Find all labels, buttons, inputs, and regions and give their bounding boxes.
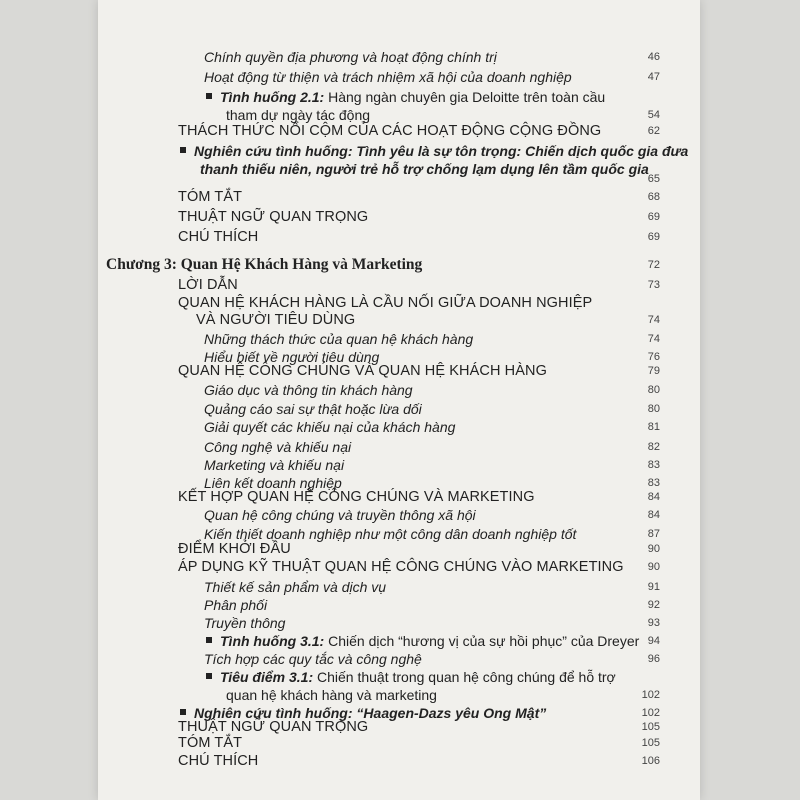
toc-page-number: 73 <box>647 279 660 291</box>
toc-page-number: 84 <box>647 491 660 503</box>
toc-entry-title: THUẬT NGỮ QUAN TRỌNG <box>178 719 369 735</box>
toc-entry-title: VÀ NGƯỜI TIÊU DÙNG <box>196 312 356 328</box>
bullet-icon <box>180 709 186 715</box>
toc-page-number: 105 <box>641 721 660 733</box>
toc-entry-title: CHÚ THÍCH <box>178 753 259 769</box>
toc-page-number: 83 <box>647 477 660 489</box>
toc-entry-title: Truyền thông <box>204 615 286 631</box>
toc-entry-title: Giáo dục và thông tin khách hàng <box>204 382 413 398</box>
toc-entry-title: Quảng cáo sai sự thật hoặc lừa dối <box>204 401 422 417</box>
toc-entry-label: Tiêu điểm 3.1: <box>220 669 314 685</box>
toc-entry-label: Nghiên cứu tình huống: <box>194 143 353 159</box>
toc-page-number: 80 <box>647 384 660 396</box>
toc-entry-title: LỜI DẪN <box>178 277 238 293</box>
toc-entry-text: Chiến thuật trong quan hệ công chúng để hỗ trợ <box>313 669 616 685</box>
toc-entry-label: Tình huống 3.1: <box>220 633 325 649</box>
toc-entry-title <box>206 88 605 106</box>
toc-page-number: 74 <box>647 314 660 326</box>
toc-page-number: 106 <box>641 755 660 767</box>
toc-entry-title: Thiết kế sản phẩm và dịch vụ <box>204 579 387 595</box>
toc-entry-title <box>206 668 616 686</box>
toc-entry-title: Quan hệ công chúng và truyền thông xã hội <box>204 507 476 523</box>
toc-entry-text: “Haagen-Dazs yêu Ong Mật” <box>352 705 547 721</box>
toc-page-number: 72 <box>647 259 660 271</box>
toc-entry-title: ÁP DỤNG KỸ THUẬT QUAN HỆ CÔNG CHÚNG VÀO MARKETING <box>178 559 624 575</box>
toc-page-number: 90 <box>647 543 660 555</box>
toc-entry-title: THÁCH THỨC NỔI CỘM CỦA CÁC HOẠT ĐỘNG CỘNG ĐỒNG <box>178 123 602 139</box>
toc-entry-label: Nghiên cứu tình huống: <box>194 705 353 721</box>
toc-entry-title: thanh thiếu niên, người trẻ hỗ trợ chống lạm dụng lên tầm quốc gia <box>200 161 649 177</box>
bullet-icon <box>206 673 212 679</box>
toc-page-number: 81 <box>647 421 660 433</box>
toc-entry-title: tham dự ngày tác động <box>226 107 371 123</box>
toc-page-number: 105 <box>641 737 660 749</box>
toc-page-number: 87 <box>647 528 660 540</box>
toc-entry-title: Tích hợp các quy tắc và công nghệ <box>204 651 422 667</box>
toc-entry-title: TÓM TẮT <box>178 189 243 205</box>
toc-page-number: 79 <box>647 365 660 377</box>
toc-page-number: 84 <box>647 509 660 521</box>
toc-entry-text: Chiến dịch “hương vị của sự hồi phục” của Dreyer <box>324 633 640 649</box>
toc-page-number: 80 <box>647 403 660 415</box>
toc-entry-title <box>206 632 639 650</box>
toc-page-number: 96 <box>647 653 660 665</box>
toc-entry-title: Những thách thức của quan hệ khách hàng <box>204 331 474 347</box>
toc-page-number: 65 <box>647 173 660 185</box>
bullet-icon <box>206 93 212 99</box>
toc-entry-title: Hoạt động từ thiện và trách nhiệm xã hội của doanh nghiệp <box>204 69 572 85</box>
toc-page-number: 54 <box>647 109 660 121</box>
toc-page-number: 68 <box>647 191 660 203</box>
toc-entry-title: Chương 3: Quan Hệ Khách Hàng và Marketing <box>106 256 423 273</box>
toc-page-number: 92 <box>647 599 660 611</box>
toc-page-number: 74 <box>647 333 660 345</box>
toc-entry-title <box>180 142 688 160</box>
toc-page-number: 62 <box>647 125 660 137</box>
toc-entry-title: Liên kết doanh nghiệp <box>204 475 342 491</box>
toc-entry-text: Hàng ngàn chuyên gia Deloitte trên toàn cầu <box>324 89 606 105</box>
toc-page-number: 102 <box>641 689 660 701</box>
toc-entry-title: ĐIỂM KHỞI ĐẦU <box>178 541 291 557</box>
toc-page-number: 91 <box>647 581 660 593</box>
toc-page-number: 82 <box>647 441 660 453</box>
toc-entry-title: THUẬT NGỮ QUAN TRỌNG <box>178 209 369 225</box>
toc-page-number: 102 <box>641 707 660 719</box>
toc-page-number: 69 <box>647 231 660 243</box>
toc-page-number: 47 <box>647 71 660 83</box>
toc-entry-label: Tình huống 2.1: <box>220 89 325 105</box>
toc-page-number: 69 <box>647 211 660 223</box>
toc-entry-title: Hiểu biết về người tiêu dùng <box>204 349 380 365</box>
toc-entry-title: QUAN HỆ KHÁCH HÀNG LÀ CẦU NỐI GIỮA DOANH NGHIỆP <box>178 295 593 311</box>
toc-entry-title: KẾT HỢP QUAN HỆ CÔNG CHÚNG VÀ MARKETING <box>178 489 535 505</box>
toc-entry-title: Công nghệ và khiếu nại <box>204 439 352 455</box>
toc-entry-title: Phân phối <box>204 597 268 613</box>
toc-entry-title: Kiến thiết doanh nghiệp như một công dân doanh nghiệp tốt <box>204 526 577 542</box>
toc-entry-title: Chính quyền địa phương và hoạt động chính trị <box>204 49 497 65</box>
toc-entry-title: QUAN HỆ CÔNG CHÚNG VÀ QUAN HỆ KHÁCH HÀNG <box>178 363 547 379</box>
toc-entry-text: Tình yêu là sự tôn trọng: Chiến dịch quốc gia đưa <box>352 143 689 159</box>
toc-entry-title: CHÚ THÍCH <box>178 229 259 245</box>
bullet-icon <box>180 147 186 153</box>
toc-page-number: 83 <box>647 459 660 471</box>
toc-entry-title: Giải quyết các khiếu nại của khách hàng <box>204 419 456 435</box>
toc-page-number: 76 <box>647 351 660 363</box>
toc-page-number: 90 <box>647 561 660 573</box>
toc-entry-title: TÓM TẮT <box>178 735 243 751</box>
toc-entry-title: Marketing và khiếu nại <box>204 457 345 473</box>
bullet-icon <box>206 637 212 643</box>
toc-page-number: 46 <box>647 51 660 63</box>
toc-page-number: 94 <box>647 635 660 647</box>
toc-page-number: 93 <box>647 617 660 629</box>
book-page <box>98 0 700 800</box>
toc-entry-title: quan hệ khách hàng và marketing <box>226 687 437 703</box>
